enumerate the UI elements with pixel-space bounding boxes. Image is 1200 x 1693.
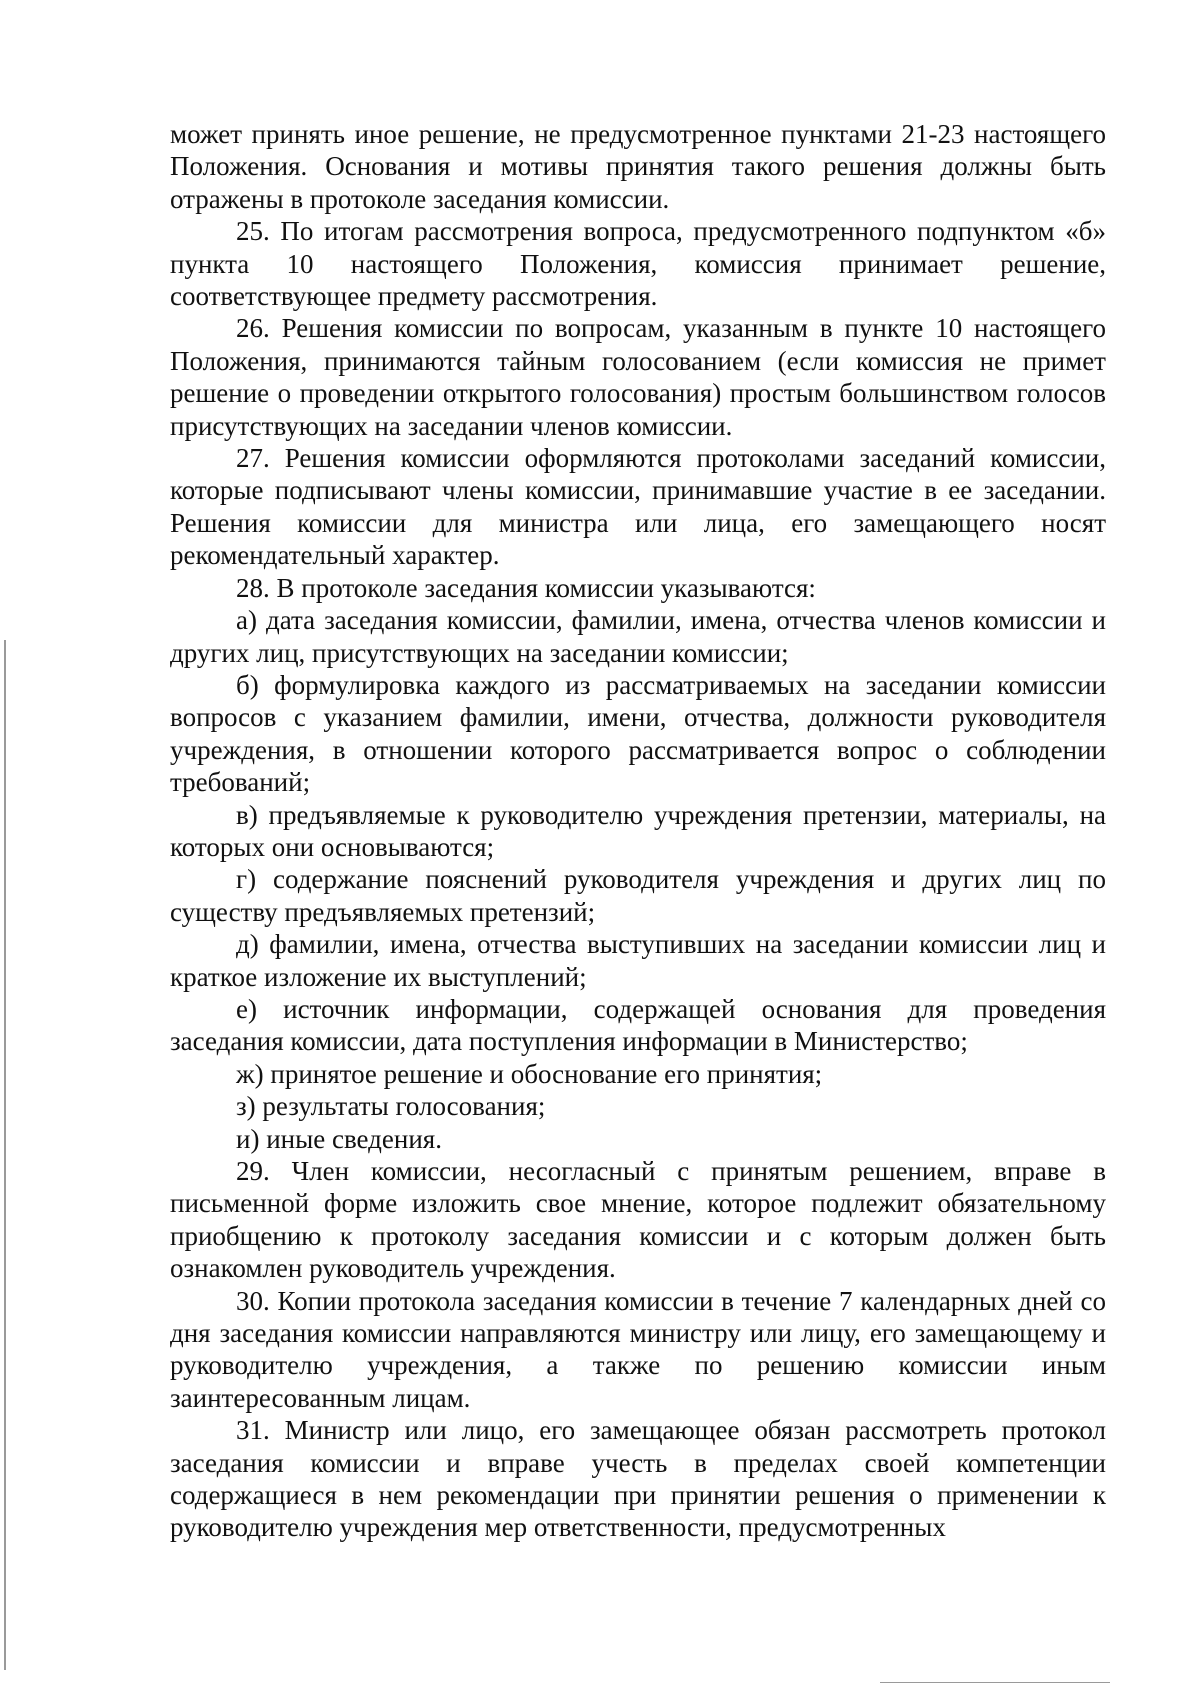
paragraph-30: 30. Копии протокола заседания комиссии в течение 7 календарных дней со дня заседания комиссии направляются министру или лицу, его замещающему и руководителю учреждения, а также по решению комиссии иным заинтересованным лицам. xyxy=(170,1285,1106,1413)
list-item-g: г) содержание пояснений руководителя учреждения и других лиц по существу предъявляемых претензий; xyxy=(170,864,1106,927)
paragraph-27: 27. Решения комиссии оформляются протоколами заседаний комиссии, которые подписывают члены комиссии, принимавшие участие в ее заседании. Решения комиссии для министра или лица, его замещающего носят рекомендательный характер. xyxy=(170,443,1106,571)
paragraph-26: 26. Решения комиссии по вопросам, указанным в пункте 10 настоящего Положения, принимаются тайным голосованием (если комиссия не примет решение о проведении открытого голосования) простым большинством голосов присутствующих на заседании членов комиссии. xyxy=(170,313,1106,441)
paragraph-continuation: может принять иное решение, не предусмотренное пунктами 21-23 настоящего Положения. Основания и мотивы принятия такого решения должны быть отражены в протоколе заседания комиссии. xyxy=(170,119,1106,214)
list-item-zh: ж) принятое решение и обоснование его принятия; xyxy=(236,1058,823,1089)
list-item-b: б) формулировка каждого из рассматриваемых на заседании комиссии вопросов с указанием фамилии, имени, отчества, должности руководителя учреждения, в отношении которого рассматривается вопрос о соблюдении требований; xyxy=(170,669,1106,798)
list-item-i: и) иные сведения. xyxy=(236,1123,442,1154)
scan-edge-line xyxy=(4,640,6,1670)
paragraph-25: 25. По итогам рассмотрения вопроса, предусмотренного подпунктом «б» пункта 10 настоящего Положения, комиссия принимает решение, соответствующее предмету рассмотрения. xyxy=(170,216,1106,312)
list-item-a: а) дата заседания комиссии, фамилии, имена, отчества членов комиссии и других лиц, присутствующих на заседании комиссии; xyxy=(170,605,1106,668)
list-item-e: е) источник информации, содержащей основания для проведения заседания комиссии, дата поступления информации в Министерство; xyxy=(170,993,1106,1057)
list-item-v: в) предъявляемые к руководителю учреждения претензии, материалы, на которых они основываются; xyxy=(170,799,1106,862)
paragraph-29: 29. Член комиссии, несогласный с принятым решением, вправе в письменной форме изложить свое мнение, которое подлежит обязательному приобщению к протоколу заседания комиссии и с которым должен быть ознакомлен руководитель учреждения. xyxy=(170,1156,1106,1284)
list-item-z: з) результаты голосования; xyxy=(236,1091,546,1122)
document-body xyxy=(170,118,1106,1544)
paragraph-31: 31. Министр или лицо, его замещающее обязан рассмотреть протокол заседания комиссии и вправе учесть в пределах своей компетенции содержащиеся в нем рекомендации при принятии решения о применении к руководителю учреждения мер ответственности, предусмотренных xyxy=(170,1415,1106,1543)
paragraph-28: 28. В протоколе заседания комиссии указываются: xyxy=(236,572,816,603)
list-item-d: д) фамилии, имена, отчества выступивших на заседании комиссии лиц и краткое изложение их выступлений; xyxy=(170,929,1106,992)
scan-bottom-line xyxy=(880,1682,1110,1683)
